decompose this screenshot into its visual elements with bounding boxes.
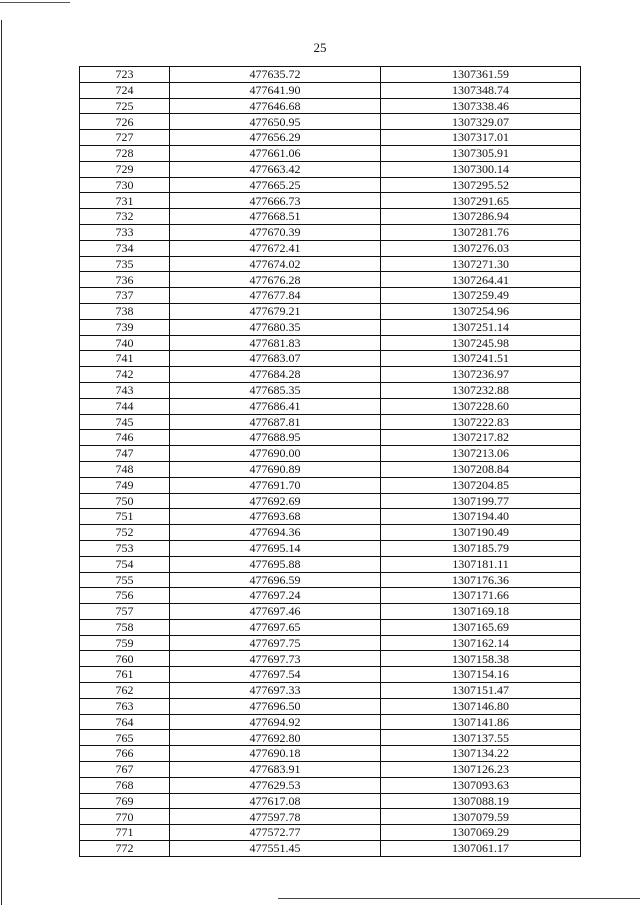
table-row [80, 556, 581, 572]
x-coordinate-cell: 477690.18 [170, 746, 381, 762]
x-coordinate-cell: 477681.83 [170, 335, 381, 351]
y-coordinate-cell: 1307241.51 [381, 351, 581, 367]
table-row [80, 256, 581, 272]
y-coordinate-cell: 1307185.79 [381, 540, 581, 556]
y-coordinate-cell: 1307176.36 [381, 572, 581, 588]
y-coordinate-cell: 1307162.14 [381, 635, 581, 651]
point-number-cell: 733 [80, 224, 170, 240]
table-row [80, 540, 581, 556]
y-coordinate-cell: 1307338.46 [381, 98, 581, 114]
table-row [80, 651, 581, 667]
y-coordinate-cell: 1307093.63 [381, 777, 581, 793]
point-number-cell: 729 [80, 161, 170, 177]
x-coordinate-cell: 477646.68 [170, 98, 381, 114]
x-coordinate-cell: 477697.73 [170, 651, 381, 667]
y-coordinate-cell: 1307264.41 [381, 272, 581, 288]
table-row [80, 430, 581, 446]
point-number-cell: 754 [80, 556, 170, 572]
point-number-cell: 750 [80, 493, 170, 509]
y-coordinate-cell: 1307361.59 [381, 67, 581, 83]
y-coordinate-cell: 1307300.14 [381, 161, 581, 177]
point-number-cell: 728 [80, 145, 170, 161]
table-row [80, 493, 581, 509]
x-coordinate-cell: 477679.21 [170, 303, 381, 319]
point-number-cell: 736 [80, 272, 170, 288]
x-coordinate-cell: 477629.53 [170, 777, 381, 793]
table-row [80, 240, 581, 256]
x-coordinate-cell: 477694.92 [170, 714, 381, 730]
x-coordinate-cell: 477680.35 [170, 319, 381, 335]
point-number-cell: 762 [80, 683, 170, 699]
point-number-cell: 742 [80, 367, 170, 383]
x-coordinate-cell: 477683.91 [170, 762, 381, 778]
table-row [80, 335, 581, 351]
y-coordinate-cell: 1307208.84 [381, 461, 581, 477]
scan-edge-left [1, 20, 2, 905]
table-row [80, 509, 581, 525]
y-coordinate-cell: 1307329.07 [381, 114, 581, 130]
x-coordinate-cell: 477670.39 [170, 224, 381, 240]
y-coordinate-cell: 1307061.17 [381, 841, 581, 857]
y-coordinate-cell: 1307134.22 [381, 746, 581, 762]
point-number-cell: 768 [80, 777, 170, 793]
x-coordinate-cell: 477666.73 [170, 193, 381, 209]
y-coordinate-cell: 1307305.91 [381, 145, 581, 161]
table-row [80, 667, 581, 683]
point-number-cell: 747 [80, 446, 170, 462]
x-coordinate-cell: 477696.50 [170, 698, 381, 714]
point-number-cell: 723 [80, 67, 170, 83]
x-coordinate-cell: 477650.95 [170, 114, 381, 130]
table-row [80, 635, 581, 651]
y-coordinate-cell: 1307069.29 [381, 825, 581, 841]
table-row [80, 177, 581, 193]
y-coordinate-cell: 1307137.55 [381, 730, 581, 746]
y-coordinate-cell: 1307291.65 [381, 193, 581, 209]
y-coordinate-cell: 1307222.83 [381, 414, 581, 430]
point-number-cell: 771 [80, 825, 170, 841]
y-coordinate-cell: 1307217.82 [381, 430, 581, 446]
point-number-cell: 757 [80, 604, 170, 620]
table-row [80, 714, 581, 730]
y-coordinate-cell: 1307254.96 [381, 303, 581, 319]
y-coordinate-cell: 1307245.98 [381, 335, 581, 351]
table-row [80, 224, 581, 240]
table-row [80, 98, 581, 114]
table-row [80, 619, 581, 635]
x-coordinate-cell: 477695.88 [170, 556, 381, 572]
table-row [80, 82, 581, 98]
y-coordinate-cell: 1307079.59 [381, 809, 581, 825]
y-coordinate-cell: 1307236.97 [381, 367, 581, 383]
y-coordinate-cell: 1307317.01 [381, 130, 581, 146]
y-coordinate-cell: 1307165.69 [381, 619, 581, 635]
y-coordinate-cell: 1307171.66 [381, 588, 581, 604]
x-coordinate-cell: 477693.68 [170, 509, 381, 525]
y-coordinate-cell: 1307276.03 [381, 240, 581, 256]
point-number-cell: 751 [80, 509, 170, 525]
point-number-cell: 727 [80, 130, 170, 146]
x-coordinate-cell: 477661.06 [170, 145, 381, 161]
x-coordinate-cell: 477694.36 [170, 525, 381, 541]
x-coordinate-cell: 477695.14 [170, 540, 381, 556]
point-number-cell: 732 [80, 209, 170, 225]
table-row [80, 398, 581, 414]
table-row [80, 351, 581, 367]
point-number-cell: 731 [80, 193, 170, 209]
table-row [80, 683, 581, 699]
point-number-cell: 756 [80, 588, 170, 604]
page-number: 25 [313, 40, 327, 55]
table-row [80, 114, 581, 130]
x-coordinate-cell: 477697.46 [170, 604, 381, 620]
x-coordinate-cell: 477672.41 [170, 240, 381, 256]
y-coordinate-cell: 1307190.49 [381, 525, 581, 541]
table-row [80, 604, 581, 620]
table-row [80, 446, 581, 462]
x-coordinate-cell: 477686.41 [170, 398, 381, 414]
point-number-cell: 761 [80, 667, 170, 683]
table-row [80, 303, 581, 319]
table-row [80, 730, 581, 746]
table-row [80, 145, 581, 161]
x-coordinate-cell: 477674.02 [170, 256, 381, 272]
y-coordinate-cell: 1307154.16 [381, 667, 581, 683]
y-coordinate-cell: 1307181.11 [381, 556, 581, 572]
table-row [80, 461, 581, 477]
table-row [80, 793, 581, 809]
x-coordinate-cell: 477696.59 [170, 572, 381, 588]
point-number-cell: 764 [80, 714, 170, 730]
point-number-cell: 730 [80, 177, 170, 193]
x-coordinate-cell: 477551.45 [170, 841, 381, 857]
table-row [80, 762, 581, 778]
x-coordinate-cell: 477665.25 [170, 177, 381, 193]
table-row [80, 414, 581, 430]
x-coordinate-cell: 477697.24 [170, 588, 381, 604]
table-row [80, 272, 581, 288]
point-number-cell: 740 [80, 335, 170, 351]
point-number-cell: 770 [80, 809, 170, 825]
y-coordinate-cell: 1307251.14 [381, 319, 581, 335]
table-row [80, 698, 581, 714]
point-number-cell: 763 [80, 698, 170, 714]
x-coordinate-cell: 477690.89 [170, 461, 381, 477]
x-coordinate-cell: 477690.00 [170, 446, 381, 462]
x-coordinate-cell: 477697.65 [170, 619, 381, 635]
table-row [80, 825, 581, 841]
scan-edge-bottom [278, 898, 640, 899]
point-number-cell: 760 [80, 651, 170, 667]
coordinates-table [79, 66, 581, 857]
point-number-cell: 738 [80, 303, 170, 319]
y-coordinate-cell: 1307271.30 [381, 256, 581, 272]
y-coordinate-cell: 1307151.47 [381, 683, 581, 699]
x-coordinate-cell: 477691.70 [170, 477, 381, 493]
point-number-cell: 758 [80, 619, 170, 635]
y-coordinate-cell: 1307204.85 [381, 477, 581, 493]
y-coordinate-cell: 1307295.52 [381, 177, 581, 193]
x-coordinate-cell: 477617.08 [170, 793, 381, 809]
point-number-cell: 735 [80, 256, 170, 272]
point-number-cell: 765 [80, 730, 170, 746]
point-number-cell: 746 [80, 430, 170, 446]
table-row [80, 161, 581, 177]
x-coordinate-cell: 477663.42 [170, 161, 381, 177]
scan-edge-top [0, 2, 70, 3]
coordinates-table-body [80, 67, 581, 857]
x-coordinate-cell: 477697.54 [170, 667, 381, 683]
y-coordinate-cell: 1307281.76 [381, 224, 581, 240]
x-coordinate-cell: 477668.51 [170, 209, 381, 225]
point-number-cell: 769 [80, 793, 170, 809]
table-row [80, 67, 581, 83]
x-coordinate-cell: 477641.90 [170, 82, 381, 98]
point-number-cell: 759 [80, 635, 170, 651]
x-coordinate-cell: 477692.69 [170, 493, 381, 509]
x-coordinate-cell: 477688.95 [170, 430, 381, 446]
y-coordinate-cell: 1307126.23 [381, 762, 581, 778]
table-row [80, 777, 581, 793]
point-number-cell: 726 [80, 114, 170, 130]
table-row [80, 193, 581, 209]
point-number-cell: 748 [80, 461, 170, 477]
x-coordinate-cell: 477697.75 [170, 635, 381, 651]
y-coordinate-cell: 1307158.38 [381, 651, 581, 667]
table-row [80, 209, 581, 225]
y-coordinate-cell: 1307088.19 [381, 793, 581, 809]
table-row [80, 746, 581, 762]
point-number-cell: 752 [80, 525, 170, 541]
point-number-cell: 737 [80, 288, 170, 304]
point-number-cell: 741 [80, 351, 170, 367]
x-coordinate-cell: 477677.84 [170, 288, 381, 304]
y-coordinate-cell: 1307259.49 [381, 288, 581, 304]
y-coordinate-cell: 1307286.94 [381, 209, 581, 225]
x-coordinate-cell: 477683.07 [170, 351, 381, 367]
table-row [80, 809, 581, 825]
point-number-cell: 749 [80, 477, 170, 493]
table-row [80, 288, 581, 304]
point-number-cell: 745 [80, 414, 170, 430]
x-coordinate-cell: 477687.81 [170, 414, 381, 430]
point-number-cell: 753 [80, 540, 170, 556]
y-coordinate-cell: 1307232.88 [381, 382, 581, 398]
point-number-cell: 744 [80, 398, 170, 414]
point-number-cell: 743 [80, 382, 170, 398]
table-row [80, 382, 581, 398]
x-coordinate-cell: 477685.35 [170, 382, 381, 398]
x-coordinate-cell: 477684.28 [170, 367, 381, 383]
x-coordinate-cell: 477572.77 [170, 825, 381, 841]
x-coordinate-cell: 477597.78 [170, 809, 381, 825]
point-number-cell: 739 [80, 319, 170, 335]
y-coordinate-cell: 1307228.60 [381, 398, 581, 414]
x-coordinate-cell: 477656.29 [170, 130, 381, 146]
y-coordinate-cell: 1307169.18 [381, 604, 581, 620]
y-coordinate-cell: 1307213.06 [381, 446, 581, 462]
y-coordinate-cell: 1307146.80 [381, 698, 581, 714]
table-row [80, 319, 581, 335]
table-row [80, 367, 581, 383]
x-coordinate-cell: 477697.33 [170, 683, 381, 699]
y-coordinate-cell: 1307194.40 [381, 509, 581, 525]
point-number-cell: 755 [80, 572, 170, 588]
point-number-cell: 766 [80, 746, 170, 762]
table-row [80, 477, 581, 493]
point-number-cell: 734 [80, 240, 170, 256]
table-row [80, 841, 581, 857]
x-coordinate-cell: 477692.80 [170, 730, 381, 746]
y-coordinate-cell: 1307348.74 [381, 82, 581, 98]
table-row [80, 130, 581, 146]
table-row [80, 525, 581, 541]
point-number-cell: 767 [80, 762, 170, 778]
point-number-cell: 724 [80, 82, 170, 98]
point-number-cell: 725 [80, 98, 170, 114]
point-number-cell: 772 [80, 841, 170, 857]
x-coordinate-cell: 477676.28 [170, 272, 381, 288]
x-coordinate-cell: 477635.72 [170, 67, 381, 83]
table-row [80, 572, 581, 588]
y-coordinate-cell: 1307199.77 [381, 493, 581, 509]
y-coordinate-cell: 1307141.86 [381, 714, 581, 730]
table-row [80, 588, 581, 604]
